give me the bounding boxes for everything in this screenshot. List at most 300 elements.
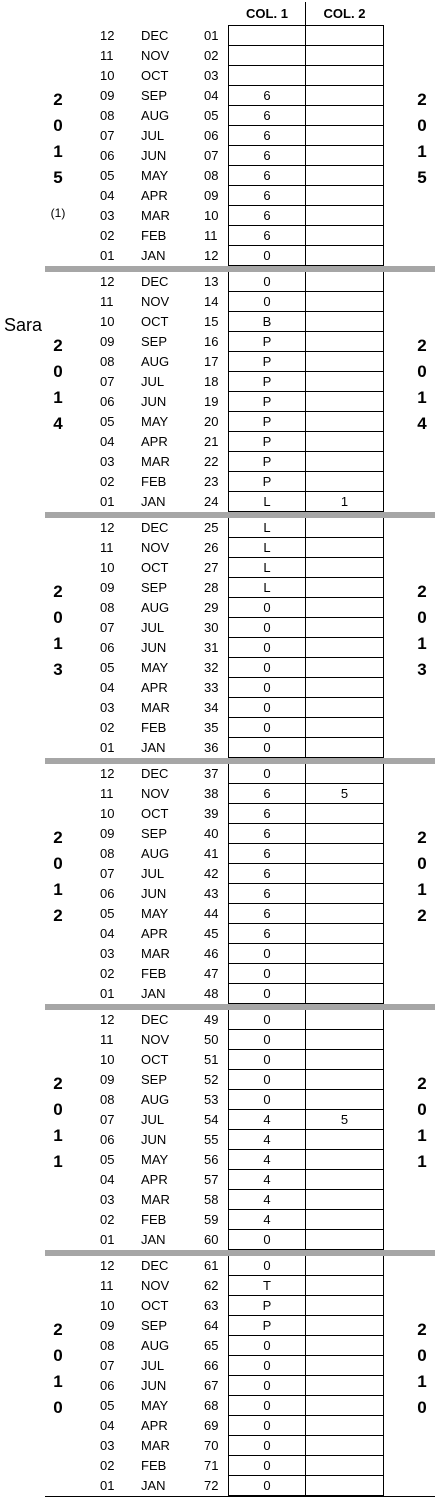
col2-cell [306,698,383,718]
month-name: APR [141,926,168,941]
month-number: 05 [100,1398,115,1413]
row-index: 36 [204,740,219,755]
col1-cell: 0 [229,764,305,784]
year-digit-right: 2 [417,582,427,601]
month-name: JUL [141,620,165,635]
table-row [45,944,435,964]
col1-cell: 0 [229,1356,305,1376]
month-number: 04 [100,680,115,695]
row-index: 44 [204,906,219,921]
month-number: 06 [100,886,115,901]
row-index: 22 [204,454,219,469]
col1-cell: P [229,392,305,412]
month-name: SEP [141,1318,168,1333]
col1-cell: 6 [229,784,305,804]
month-name: APR [141,680,168,695]
month-name: OCT [141,806,169,821]
row-index: 55 [204,1132,219,1147]
col2-cell [306,226,383,246]
row-index: 62 [204,1278,219,1293]
table-row [45,1356,435,1376]
table-row [45,1090,435,1110]
month-number: 10 [100,1052,115,1067]
month-number: 12 [100,28,115,43]
table-row [45,1110,435,1130]
col1-cell: 0 [229,1050,305,1070]
col1-cell: 4 [229,1170,305,1190]
col1-cell: 4 [229,1130,305,1150]
row-index: 10 [204,208,219,223]
month-number: 01 [100,986,115,1001]
month-name: DEC [141,28,169,43]
col2-cell [306,1010,383,1030]
table-row [45,658,435,678]
col2-cell [306,1296,383,1316]
col1-cell: L [229,518,305,538]
table-row [45,186,435,206]
month-name: AUG [141,1092,170,1107]
row-index: 47 [204,966,219,981]
col2-cell [306,432,383,452]
col2-cell [306,472,383,492]
table-row [45,86,435,106]
month-name: MAY [141,906,169,921]
month-name: MAY [141,414,169,429]
row-index: 51 [204,1052,219,1067]
month-number: 10 [100,806,115,821]
row-index: 54 [204,1112,219,1127]
table-row [45,1050,435,1070]
month-name: DEC [141,766,169,781]
year-digit-left: 0 [53,1346,63,1365]
month-name: NOV [141,48,170,63]
col2-cell [306,764,383,784]
month-name: MAR [141,1438,170,1453]
year-digit-right: 0 [417,608,427,627]
col2-cell [306,518,383,538]
month-number: 06 [100,148,115,163]
month-name: JAN [141,1232,166,1247]
month-number: 03 [100,700,115,715]
table-row [45,824,435,844]
name-label: Sara [4,315,43,335]
table-row [45,272,435,292]
row-index: 06 [204,128,219,143]
row-index: 29 [204,600,219,615]
col2-cell [306,598,383,618]
col2-cell [306,1336,383,1356]
month-number: 08 [100,1338,115,1353]
col2-cell [306,392,383,412]
row-index: 24 [204,494,219,509]
row-index: 67 [204,1378,219,1393]
col1-cell: 0 [229,272,305,292]
month-name: AUG [141,108,170,123]
table-row [45,1296,435,1316]
month-name: DEC [141,1012,169,1027]
row-index: 50 [204,1032,219,1047]
col1-cell: 6 [229,146,305,166]
month-number: 05 [100,1152,115,1167]
table-row [45,638,435,658]
month-number: 04 [100,1172,115,1187]
col2-cell [306,618,383,638]
col1-cell: B [229,312,305,332]
row-index: 33 [204,680,219,695]
table-row [45,26,435,46]
month-number: 03 [100,1192,115,1207]
year-digit-right: 0 [417,854,427,873]
table-row [45,618,435,638]
col1-cell: 6 [229,86,305,106]
table-row [45,432,435,452]
row-index: 66 [204,1358,219,1373]
table-row [45,678,435,698]
month-name: OCT [141,1298,169,1313]
col2-cell [306,804,383,824]
col2-cell [306,272,383,292]
col2-cell [306,984,383,1004]
row-index: 46 [204,946,219,961]
month-name: FEB [141,1458,167,1473]
table-row [45,106,435,126]
col2-cell [306,538,383,558]
row-index: 18 [204,374,219,389]
year-digit-right: 1 [417,1126,427,1145]
col1-cell: 0 [229,1256,305,1276]
col1-cell: 4 [229,1210,305,1230]
col1-cell: 6 [229,844,305,864]
col2-cell [306,824,383,844]
month-number: 02 [100,228,115,243]
col1-cell: P [229,472,305,492]
table-row [45,804,435,824]
col1-cell: 0 [229,698,305,718]
year-digit-left: 2 [53,828,63,847]
year-section [45,26,435,266]
month-number: 03 [100,454,115,469]
year-section [45,764,435,1004]
col2-cell [306,1256,383,1276]
row-index: 04 [204,88,219,103]
col1-cell: P [229,412,305,432]
year-digit-right: 4 [417,414,427,433]
table-row [45,518,435,538]
col2-cell [306,146,383,166]
col2-cell [306,66,383,86]
col2-cell [306,1190,383,1210]
col2-cell [306,412,383,432]
month-number: 10 [100,1298,115,1313]
col1-cell: 0 [229,246,305,266]
month-number: 04 [100,926,115,941]
month-number: 01 [100,1478,115,1493]
year-digit-right: 0 [417,1346,427,1365]
table-row [45,698,435,718]
col1-cell: 6 [229,226,305,246]
row-index: 68 [204,1398,219,1413]
col1-cell: 0 [229,1376,305,1396]
month-name: SEP [141,826,168,841]
col1-cell: 6 [229,166,305,186]
row-index: 38 [204,786,219,801]
year-section [45,272,435,512]
month-number: 03 [100,208,115,223]
col2-cell [306,186,383,206]
month-number: 10 [100,560,115,575]
row-index: 32 [204,660,219,675]
col1-cell: 0 [229,618,305,638]
table-row [45,226,435,246]
month-number: 08 [100,354,115,369]
month-number: 12 [100,1258,115,1273]
table-row [45,1336,435,1356]
month-number: 11 [100,540,114,555]
year-digit-left: 1 [53,142,63,161]
col1-cell: 4 [229,1190,305,1210]
col1-cell: 0 [229,678,305,698]
col2-cell [306,1210,383,1230]
header-separator [305,2,306,25]
year-digit-left: 2 [53,906,63,925]
row-index: 70 [204,1438,219,1453]
row-index: 60 [204,1232,219,1247]
table-row [45,598,435,618]
row-index: 64 [204,1318,219,1333]
col2-cell [306,964,383,984]
col2-cell [306,372,383,392]
month-number: 06 [100,394,115,409]
col1-cell: P [229,332,305,352]
row-index: 43 [204,886,219,901]
row-index: 12 [204,248,219,263]
col1-cell: 0 [229,1456,305,1476]
col2-header: COL. 2 [323,6,366,21]
col2-cell [306,864,383,884]
col1-cell: T [229,1276,305,1296]
year-digit-left: 2 [53,1074,63,1093]
col1-cell [229,66,305,86]
col1-cell: P [229,432,305,452]
table-row [45,1210,435,1230]
month-name: OCT [141,68,169,83]
table-row [45,738,435,758]
month-name: JAN [141,740,166,755]
col2-cell [306,738,383,758]
col1-cell: 0 [229,1230,305,1250]
row-index: 63 [204,1298,219,1313]
year-digit-right: 0 [417,116,427,135]
table-row [45,492,435,512]
month-number: 04 [100,188,115,203]
year-digit-left: 1 [53,634,63,653]
col1-cell: L [229,558,305,578]
row-index: 02 [204,48,219,63]
row-index: 69 [204,1418,219,1433]
table-row [45,126,435,146]
table-row [45,1316,435,1336]
year-digit-left: 0 [53,362,63,381]
col1-cell: 6 [229,126,305,146]
month-name: OCT [141,560,169,575]
table-row [45,924,435,944]
col2-cell [306,658,383,678]
month-name: NOV [141,294,170,309]
row-index: 48 [204,986,219,1001]
col1-cell: 0 [229,1396,305,1416]
col2-cell: 5 [306,1110,383,1130]
month-number: 01 [100,1232,115,1247]
month-name: AUG [141,846,170,861]
year-digit-left: 5 [53,168,63,187]
col2-cell [306,678,383,698]
month-number: 09 [100,88,115,103]
month-name: DEC [141,274,169,289]
table-row [45,66,435,86]
month-name: AUG [141,354,170,369]
month-name: MAR [141,454,170,469]
year-digit-left: 2 [53,336,63,355]
month-number: 08 [100,1092,115,1107]
col1-cell: 6 [229,186,305,206]
col1-cell: 0 [229,1070,305,1090]
col2-cell [306,1170,383,1190]
row-index: 28 [204,580,219,595]
month-number: 11 [100,1278,114,1293]
col2-cell [306,1230,383,1250]
month-name: MAR [141,700,170,715]
table-row [45,46,435,66]
col1-cell: 0 [229,1436,305,1456]
col2-cell [306,638,383,658]
month-name: JUN [141,394,167,409]
month-number: 01 [100,248,115,263]
year-digit-right: 1 [417,388,427,407]
row-index: 34 [204,700,219,715]
row-index: 39 [204,806,219,821]
table-row [45,292,435,312]
month-name: JUN [141,640,167,655]
month-name: JAN [141,1478,166,1493]
col1-cell: 6 [229,924,305,944]
year-digit-right: 0 [417,362,427,381]
col1-cell: 0 [229,292,305,312]
col2-cell [306,904,383,924]
month-name: SEP [141,1072,168,1087]
row-index: 41 [204,846,219,861]
month-number: 03 [100,946,115,961]
table-row [45,372,435,392]
month-name: JUN [141,148,167,163]
row-index: 53 [204,1092,219,1107]
col2-cell [306,1316,383,1336]
row-index: 37 [204,766,219,781]
col2-cell [306,944,383,964]
month-name: APR [141,1418,168,1433]
col2-cell [306,844,383,864]
col1-cell: 0 [229,738,305,758]
col2-cell [306,1476,383,1496]
col2-cell [306,1396,383,1416]
table-row [45,1456,435,1476]
table-row [45,844,435,864]
month-number: 02 [100,1212,115,1227]
col2-cell [306,924,383,944]
row-index: 61 [204,1258,219,1273]
month-name: NOV [141,1278,170,1293]
month-number: 07 [100,1112,115,1127]
table-row [45,1010,435,1030]
year-digit-left: 2 [53,582,63,601]
month-name: MAR [141,208,170,223]
col2-cell [306,558,383,578]
col2-cell [306,46,383,66]
month-number: 07 [100,128,115,143]
col2-cell [306,1150,383,1170]
col2-cell [306,1030,383,1050]
month-number: 05 [100,906,115,921]
month-number: 11 [100,48,114,63]
month-name: APR [141,188,168,203]
month-name: FEB [141,1212,167,1227]
col2-cell [306,1070,383,1090]
col1-cell: P [229,352,305,372]
month-name: MAR [141,1192,170,1207]
table-bottom-line [45,1496,435,1497]
row-index: 15 [204,314,219,329]
row-index: 72 [204,1478,219,1493]
col2-cell [306,26,383,46]
month-number: 12 [100,766,115,781]
table-row [45,1170,435,1190]
table-row [45,1396,435,1416]
year-section [45,518,435,758]
month-name: FEB [141,228,167,243]
table-row [45,1230,435,1250]
col2-cell [306,718,383,738]
col1-cell: 0 [229,1416,305,1436]
row-index: 07 [204,148,219,163]
month-name: SEP [141,88,168,103]
month-number: 04 [100,1418,115,1433]
col2-cell [306,246,383,266]
year-digit-left: 0 [53,608,63,627]
col2-cell [306,1276,383,1296]
table-row [45,452,435,472]
table-row [45,1256,435,1276]
month-number: 05 [100,660,115,675]
month-number: 11 [100,294,114,309]
year-digit-right: 2 [417,828,427,847]
year-digit-left: 1 [53,1152,63,1171]
year-digit-left: 2 [53,90,63,109]
month-name: MAY [141,660,169,675]
table-row [45,884,435,904]
month-number: 02 [100,966,115,981]
col1-cell: 6 [229,824,305,844]
table-row [45,472,435,492]
col2-cell [306,1356,383,1376]
row-index: 09 [204,188,219,203]
month-number: 02 [100,474,115,489]
col2-cell [306,292,383,312]
table-row [45,964,435,984]
year-digit-left: 0 [53,1398,63,1417]
year-digit-left: 0 [53,116,63,135]
col2-cell [306,106,383,126]
table-row [45,166,435,186]
col2-cell [306,1090,383,1110]
